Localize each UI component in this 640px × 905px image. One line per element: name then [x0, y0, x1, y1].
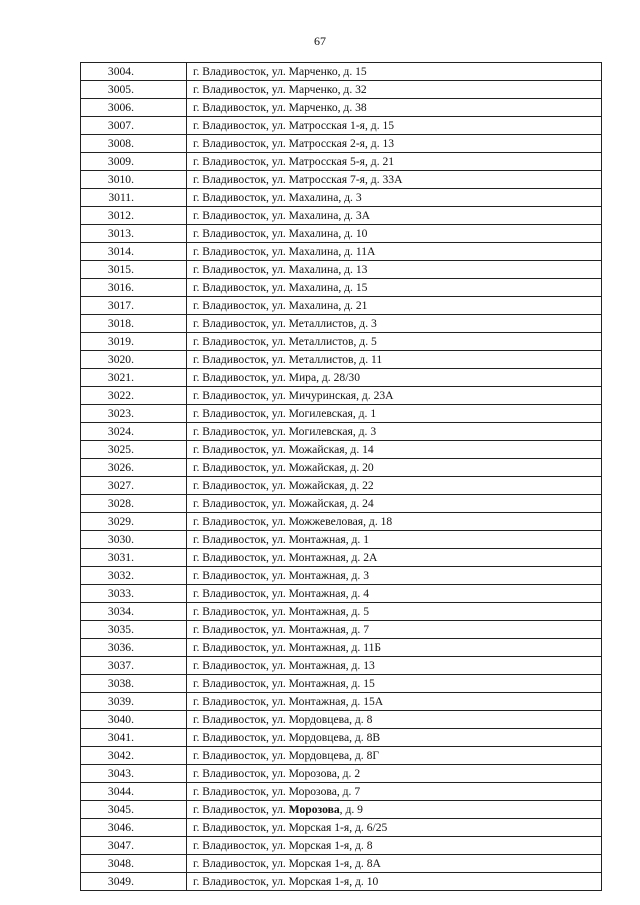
page-number: 67 — [314, 34, 326, 48]
table-row — [81, 63, 602, 81]
row-address: г. Владивосток, ул. Морская 1-я, д. 6/25 — [187, 819, 602, 837]
table-row — [81, 153, 602, 171]
row-number: 3043. — [81, 765, 187, 783]
row-address: г. Владивосток, ул. Морская 1-я, д. 8 — [187, 837, 602, 855]
row-number: 3010. — [81, 171, 187, 189]
table-row — [81, 531, 602, 549]
row-number: 3023. — [81, 405, 187, 423]
row-number: 3022. — [81, 387, 187, 405]
row-number: 3009. — [81, 153, 187, 171]
row-number: 3024. — [81, 423, 187, 441]
address-table — [80, 62, 602, 891]
row-number: 3018. — [81, 315, 187, 333]
row-number: 3004. — [81, 63, 187, 81]
row-number: 3038. — [81, 675, 187, 693]
table-row — [81, 171, 602, 189]
row-address: г. Владивосток, ул. Махалина, д. 21 — [187, 297, 602, 315]
table-row — [81, 333, 602, 351]
table-row — [81, 207, 602, 225]
table-row — [81, 765, 602, 783]
row-number: 3037. — [81, 657, 187, 675]
row-number: 3039. — [81, 693, 187, 711]
table-row — [81, 81, 602, 99]
row-number: 3028. — [81, 495, 187, 513]
row-address: г. Владивосток, ул. Монтажная, д. 15А — [187, 693, 602, 711]
row-address: г. Владивосток, ул. Матросская 1-я, д. 15 — [187, 117, 602, 135]
row-number: 3033. — [81, 585, 187, 603]
row-number: 3006. — [81, 99, 187, 117]
row-number: 3013. — [81, 225, 187, 243]
row-address: г. Владивосток, ул. Металлистов, д. 3 — [187, 315, 602, 333]
row-number: 3044. — [81, 783, 187, 801]
row-number: 3012. — [81, 207, 187, 225]
row-address: г. Владивосток, ул. Монтажная, д. 15 — [187, 675, 602, 693]
table-row — [81, 819, 602, 837]
row-number: 3047. — [81, 837, 187, 855]
row-address: г. Владивосток, ул. Махалина, д. 11А — [187, 243, 602, 261]
row-address: г. Владивосток, ул. Марченко, д. 38 — [187, 99, 602, 117]
table-row — [81, 567, 602, 585]
table-row — [81, 801, 602, 819]
row-address: г. Владивосток, ул. Можжевеловая, д. 18 — [187, 513, 602, 531]
row-number: 3032. — [81, 567, 187, 585]
table-row — [81, 837, 602, 855]
table-row — [81, 873, 602, 891]
row-address: г. Владивосток, ул. Марченко, д. 15 — [187, 63, 602, 81]
row-address: г. Владивосток, ул. Морозова, д. 7 — [187, 783, 602, 801]
row-number: 3020. — [81, 351, 187, 369]
table-row — [81, 135, 602, 153]
row-address: г. Владивосток, ул. Монтажная, д. 7 — [187, 621, 602, 639]
address-street-bold: Морозова — [288, 802, 340, 816]
row-number: 3036. — [81, 639, 187, 657]
table-row — [81, 783, 602, 801]
table-row — [81, 387, 602, 405]
row-address: г. Владивосток, ул. Монтажная, д. 4 — [187, 585, 602, 603]
row-address: г. Владивосток, ул. Монтажная, д. 2А — [187, 549, 602, 567]
table-row — [81, 189, 602, 207]
table-row — [81, 99, 602, 117]
row-address: г. Владивосток, ул. Могилевская, д. 1 — [187, 405, 602, 423]
row-address: г. Владивосток, ул. Морозова, д. 2 — [187, 765, 602, 783]
row-number: 3041. — [81, 729, 187, 747]
table-row — [81, 729, 602, 747]
table-row — [81, 369, 602, 387]
row-number: 3008. — [81, 135, 187, 153]
row-number: 3021. — [81, 369, 187, 387]
row-address — [187, 801, 602, 819]
row-address: г. Владивосток, ул. Махалина, д. 3 — [187, 189, 602, 207]
row-number: 3046. — [81, 819, 187, 837]
table-row — [81, 675, 602, 693]
row-number: 3034. — [81, 603, 187, 621]
table-row — [81, 459, 602, 477]
table-row — [81, 657, 602, 675]
row-number: 3025. — [81, 441, 187, 459]
table-row — [81, 423, 602, 441]
table-row — [81, 585, 602, 603]
row-address: г. Владивосток, ул. Морская 1-я, д. 10 — [187, 873, 602, 891]
row-address: г. Владивосток, ул. Металлистов, д. 5 — [187, 333, 602, 351]
row-address: г. Владивосток, ул. Металлистов, д. 11 — [187, 351, 602, 369]
row-address: г. Владивосток, ул. Монтажная, д. 11Б — [187, 639, 602, 657]
row-number: 3045. — [81, 801, 187, 819]
row-address: г. Владивосток, ул. Марченко, д. 32 — [187, 81, 602, 99]
row-address: г. Владивосток, ул. Мордовцева, д. 8Г — [187, 747, 602, 765]
row-address: г. Владивосток, ул. Мордовцева, д. 8В — [187, 729, 602, 747]
table-row — [81, 405, 602, 423]
row-address: г. Владивосток, ул. Могилевская, д. 3 — [187, 423, 602, 441]
row-number: 3048. — [81, 855, 187, 873]
table-row — [81, 549, 602, 567]
row-address: г. Владивосток, ул. Морская 1-я, д. 8А — [187, 855, 602, 873]
table-row — [81, 639, 602, 657]
table-row — [81, 297, 602, 315]
address-suffix: , д. 9 — [339, 802, 363, 816]
row-address: г. Владивосток, ул. Матросская 2-я, д. 13 — [187, 135, 602, 153]
row-address: г. Владивосток, ул. Махалина, д. 13 — [187, 261, 602, 279]
table-row — [81, 513, 602, 531]
row-address: г. Владивосток, ул. Мира, д. 28/30 — [187, 369, 602, 387]
row-address: г. Владивосток, ул. Мордовцева, д. 8 — [187, 711, 602, 729]
table-row — [81, 495, 602, 513]
row-address: г. Владивосток, ул. Мичуринская, д. 23А — [187, 387, 602, 405]
table-row — [81, 441, 602, 459]
row-address: г. Владивосток, ул. Монтажная, д. 3 — [187, 567, 602, 585]
row-number: 3005. — [81, 81, 187, 99]
row-address: г. Владивосток, ул. Матросская 7-я, д. 33А — [187, 171, 602, 189]
row-address: г. Владивосток, ул. Махалина, д. 15 — [187, 279, 602, 297]
row-address: г. Владивосток, ул. Монтажная, д. 1 — [187, 531, 602, 549]
address-table-body — [81, 63, 602, 891]
row-address: г. Владивосток, ул. Монтажная, д. 13 — [187, 657, 602, 675]
table-row — [81, 855, 602, 873]
row-number: 3015. — [81, 261, 187, 279]
row-address: г. Владивосток, ул. Можайская, д. 24 — [187, 495, 602, 513]
table-row — [81, 225, 602, 243]
table-row — [81, 315, 602, 333]
table-row — [81, 603, 602, 621]
table-row — [81, 279, 602, 297]
table-row — [81, 477, 602, 495]
table-row — [81, 261, 602, 279]
row-number: 3031. — [81, 549, 187, 567]
row-number: 3011. — [81, 189, 187, 207]
table-row — [81, 243, 602, 261]
row-address: г. Владивосток, ул. Матросская 5-я, д. 21 — [187, 153, 602, 171]
row-number: 3014. — [81, 243, 187, 261]
row-number: 3042. — [81, 747, 187, 765]
row-address: г. Владивосток, ул. Можайская, д. 14 — [187, 441, 602, 459]
table-row — [81, 747, 602, 765]
row-number: 3049. — [81, 873, 187, 891]
row-address: г. Владивосток, ул. Монтажная, д. 5 — [187, 603, 602, 621]
row-address: г. Владивосток, ул. Можайская, д. 20 — [187, 459, 602, 477]
row-number: 3035. — [81, 621, 187, 639]
row-number: 3027. — [81, 477, 187, 495]
row-number: 3019. — [81, 333, 187, 351]
row-number: 3016. — [81, 279, 187, 297]
table-row — [81, 711, 602, 729]
table-row — [81, 621, 602, 639]
row-number: 3017. — [81, 297, 187, 315]
row-number: 3029. — [81, 513, 187, 531]
table-row — [81, 351, 602, 369]
table-row — [81, 117, 602, 135]
row-address: г. Владивосток, ул. Махалина, д. 3А — [187, 207, 602, 225]
row-number: 3007. — [81, 117, 187, 135]
row-number: 3026. — [81, 459, 187, 477]
row-number: 3040. — [81, 711, 187, 729]
row-address: г. Владивосток, ул. Махалина, д. 10 — [187, 225, 602, 243]
table-row — [81, 693, 602, 711]
row-number: 3030. — [81, 531, 187, 549]
row-address: г. Владивосток, ул. Можайская, д. 22 — [187, 477, 602, 495]
address-prefix: г. Владивосток, ул. — [193, 802, 289, 816]
